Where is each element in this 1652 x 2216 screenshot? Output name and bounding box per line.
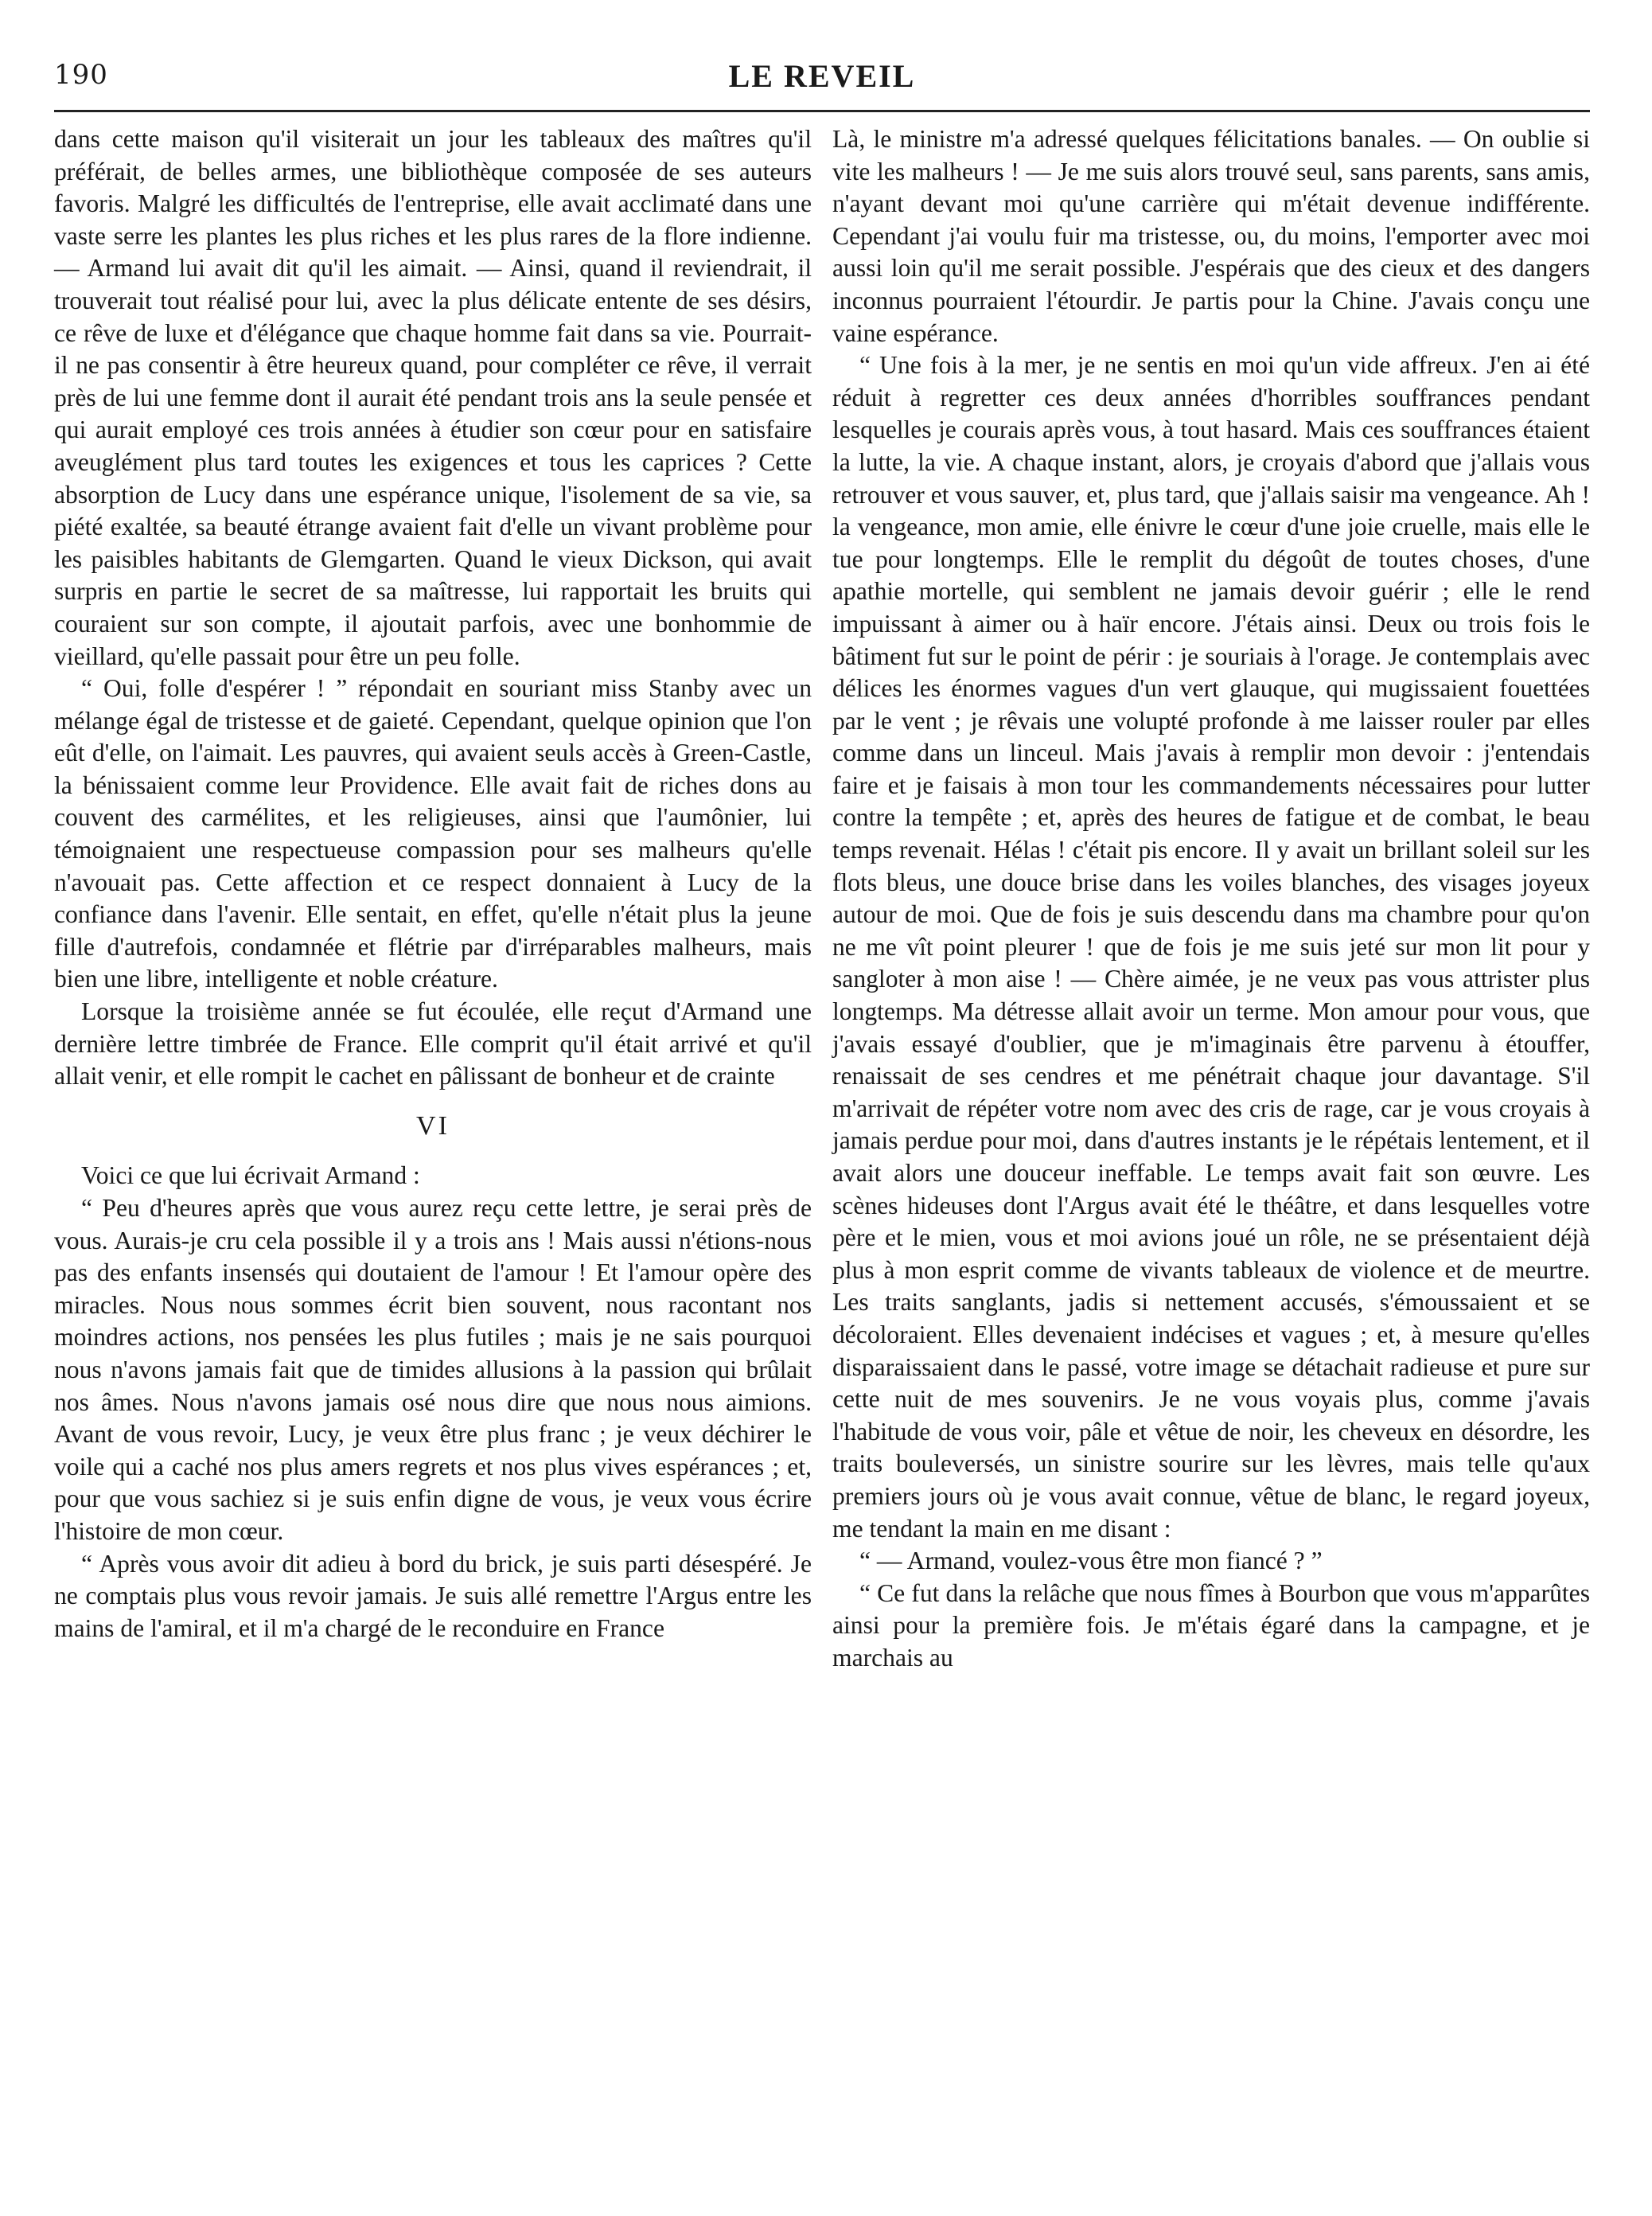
paragraph: “ Après vous avoir dit adieu à bord du brick, je suis parti désespéré. Je ne comptais plus vous revoir jamais. Je suis allé remettre l'Argus entre les mains de l'amiral, et il m'a chargé de le reconduire en France	[54, 1549, 812, 1642]
running-title: LE REVEIL	[728, 58, 916, 94]
page-number: 190	[54, 59, 108, 91]
left-column	[54, 123, 812, 1675]
paragraph: Lorsque la troisième année se fut écoulée, elle reçut d'Armand une dernière lettre timbrée de France. Elle comprit qu'il était arrivé et qu'il allait venir, et elle rompit le cachet en pâlissant de bonheur et de crainte	[54, 997, 812, 1090]
paragraph: “ — Armand, voulez-vous être mon fiancé ? ”	[859, 1547, 1323, 1575]
right-column	[832, 123, 1590, 1675]
paragraph: Voici ce que lui écrivait Armand :	[81, 1161, 420, 1190]
text-columns	[54, 123, 1590, 1675]
paragraph: dans cette maison qu'il visiterait un jour les tableaux des maîtres qu'il préférait, de belles armes, une bibliothèque composée de ses auteurs favoris. Malgré les difficultés de l'entreprise, elle avait acclimaté dans une vaste serre les plantes les plus riches et les plus rares de la flore indienne. — Armand lui avait dit qu'il les aimait. — Ainsi, quand il reviendrait, il trouverait tout réalisé pour lui, avec la plus délicate entente de ses désirs, ce rêve de luxe et d'élégance que chaque homme fait dans sa vie. Pourrait-il ne pas consentir à être heureux quand, pour compléter ce rêve, il verrait près de lui une femme dont il aurait été pendant trois ans la seule pensée et qui aurait employé ces trois années à étudier son cœur pour en satisfaire aveuglément plus tard toutes les exigences et tous les caprices ? Cette absorption de Lucy dans une espérance unique, l'isolement de sa vie, sa piété exaltée, sa beauté étrange avaient fait d'elle un vivant problème pour les paisibles habitants de Glemgarten. Quand le vieux Dickson, qui avait surpris en partie le secret de sa maîtresse, lui rapportait les bruits qui couraient sur son compte, il ajoutait parfois, avec une bonhommie de vieillard, qu'elle passait pour être un peu folle.	[54, 125, 812, 670]
header-rule	[54, 110, 1590, 112]
page-header	[54, 54, 1590, 103]
paragraph: “ Oui, folle d'espérer ! ” répondait en souriant miss Stanby avec un mélange égal de tristesse et de gaieté. Cependant, quelque opinion que l'on eût d'elle, on l'aimait. Les pauvres, qui avaient seuls accès à Green-Castle, la bénissaient comme leur Providence. Elle avait fait de riches dons au couvent des carmélites, et les religieuses, ainsi que l'aumônier, lui témoignaient une respectueuse compassion pour ses malheurs qu'elle n'avouait pas. Cette affection et ce respect donnaient à Lucy de la confiance dans l'avenir. Elle sentait, en effet, qu'elle n'était plus la jeune fille d'autrefois, condamnée et flétrie par d'irréparables malheurs, mais bien une libre, intelligente et noble créature.	[54, 674, 812, 993]
section-heading: VI	[416, 1110, 450, 1141]
paragraph: Là, le ministre m'a adressé quelques félicitations banales. — On oublie si vite les malheurs ! — Je me suis alors trouvé seul, sans parents, sans amis, n'ayant devant moi qu'une carrière qui m'était devenue indifférente. Cependant j'ai voulu fuir ma tristesse, ou, du moins, l'emporter avec moi aussi loin qu'il me serait possible. J'espérais que des cieux et des dangers inconnus pourraient l'étourdir. Je partis pour la Chine. J'avais conçu une vaine espérance.	[832, 125, 1590, 347]
paragraph: “ Peu d'heures après que vous aurez reçu cette lettre, je serai près de vous. Aurais-je cru cela possible il y a trois ans ! Mais aussi n'étions-nous pas des enfants insensés qui doutaient de l'amour ! Et l'amour opère des miracles. Nous nous sommes écrit bien souvent, nous racontant nos moindres actions, nos pensées les plus futiles ; mais je ne sais pourquoi nous n'avons jamais fait que de timides allusions à la passion qui brûlait nos âmes. Nous n'avons jamais osé nous dire que nous nous aimions. Avant de vous revoir, Lucy, je veux être plus franc ; je veux déchirer le voile qui a caché nos plus amers regrets et nos plus vives espérances ; et, pour que vous sachiez si je suis enfin digne de vous, je veux vous écrire l'histoire de mon cœur.	[54, 1194, 812, 1545]
paragraph: “ Ce fut dans la relâche que nous fîmes à Bourbon que vous m'apparûtes ainsi pour la première fois. Je m'étais égaré dans la campagne, et je marchais au	[832, 1578, 1590, 1672]
paragraph: “ Une fois à la mer, je ne sentis en moi qu'un vide affreux. J'en ai été réduit à regretter ces deux années d'horribles souffrances pendant lesquelles je courais après vous, à tout hasard. Mais ces souffrances étaient la lutte, la vie. A chaque instant, alors, je croyais d'abord que j'allais vous retrouver et vous sauver, et, plus tard, que j'allais saisir ma vengeance. Ah ! la vengeance, mon amie, elle énivre le cœur d'une joie cruelle, mais elle le tue pour longtemps. Elle le remplit du dégoût de toutes choses, d'une apathie mortelle, qui semblent ne jamais devoir guérir ; elle le rend impuissant à aimer ou à haïr encore. J'étais ainsi. Deux ou trois fois le bâtiment fut sur le point de périr : je souriais à l'orage. Je contemplais avec délices les énormes vagues d'un vert glauque, qui mugissaient fouettées par le vent ; je rêvais une volupté profonde à me laisser rouler par elles comme dans un linceul. Mais j'avais à remplir mon devoir : j'entendais faire et je faisais à mon tour les commandements nécessaires pour lutter contre la tempête ; et, après des heures de fatigue et de combat, le beau temps revenait. Hélas ! c'était pis encore. Il y avait un brillant soleil sur les flots bleus, une douce brise dans les voiles blanches, des visages joyeux autour de moi. Que de fois je suis descendu dans ma chambre pour qu'on ne me vît point pleurer ! que de fois je me suis jeté sur mon lit pour y sangloter à mon aise ! — Chère aimée, je ne veux pas vous attrister plus longtemps. Ma détresse allait avoir un terme. Mon amour pour vous, que j'avais essayé d'oublier, que je m'imaginais être parvenu à étouffer, renaissait de ses cendres et me pénétrait chaque jour davantage. S'il m'arrivait de répéter votre nom avec des cris de rage, car je vous croyais à jamais perdue pour moi, dans d'autres instants je le répétais lentement, et il avait alors une douceur ineffable. Le temps avait fait son œuvre. Les scènes hideuses dont l'Argus avait été le théâtre, et dans lesquelles votre père et le mien, vous et moi avions joué un rôle, ne se présentaient déjà plus à mon esprit comme de vivants tableaux de violence et de meurtre. Les traits sanglants, jadis si nettement accusés, s'émoussaient et se décoloraient. Elles devenaient indécises et vagues ; et, à mesure qu'elles disparaissaient dans le passé, votre image se détachait radieuse et pure sur cette nuit de mes souvenirs. Je ne vous voyais plus, comme j'avais l'habitude de vous voir, pâle et vêtue de noir, les cheveux en désordre, les traits bouleversés, un sinistre sourire sur les lèvres, mais telle qu'aux premiers jours où je vous avait connue, vêtue de blanc, le regard joyeux, me tendant la main en me disant :	[832, 351, 1590, 1543]
